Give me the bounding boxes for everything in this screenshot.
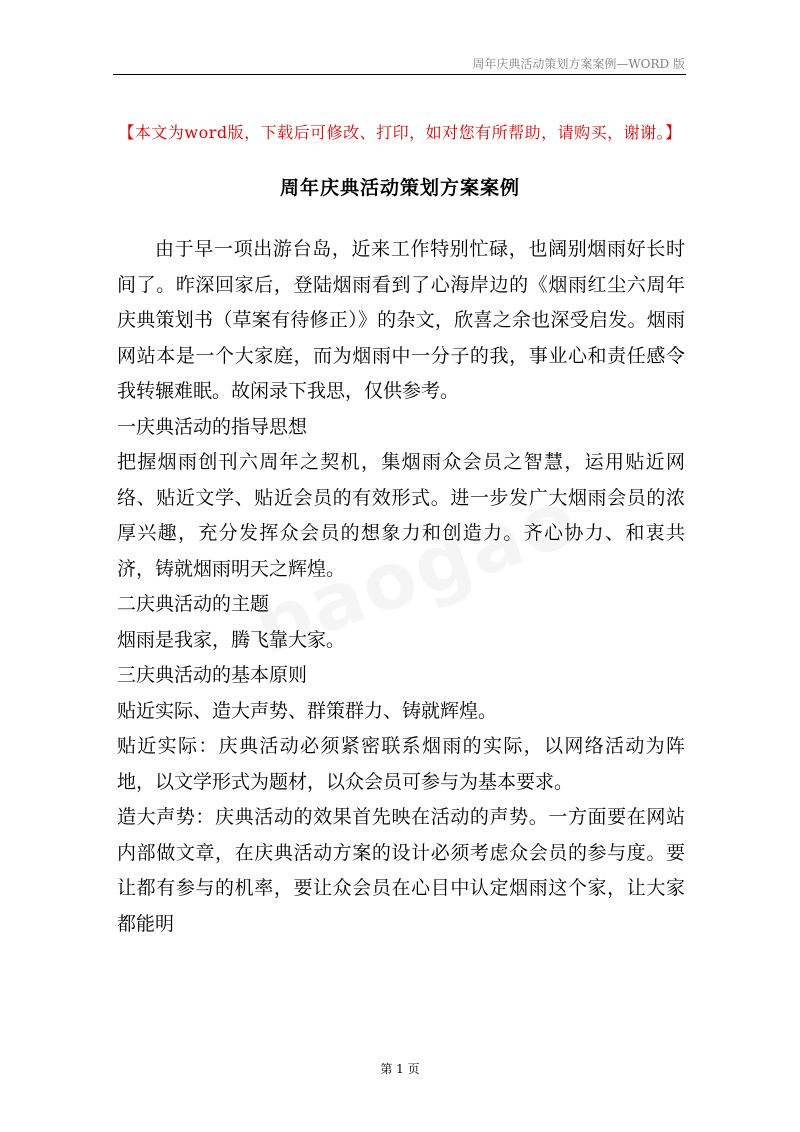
document-body — [117, 232, 685, 942]
section-heading-2: 二庆典活动的主题 — [117, 593, 270, 615]
page-number: 第 1 页 — [380, 1062, 420, 1076]
paragraph: 造大声势：庆典活动的效果首先映在活动的声势。一方面要在网站内部做文章，在庆典活动方案的设计必须考虑众会员的参与度。要让都有参与的机率，要让众会员在心目中认定烟雨这个家，让大家都能明 — [117, 806, 685, 935]
paragraph: 贴近实际：庆典活动必须紧密联系烟雨的实际，以网络活动为阵地，以文学形式为题材，以众会员可参与为基本要求。 — [117, 735, 685, 793]
paragraph: 贴近实际、造大声势、群策群力、铸就辉煌。 — [117, 699, 498, 722]
section-heading-3: 三庆典活动的基本原则 — [117, 664, 308, 686]
running-header: 周年庆典活动策划方案案例—WORD 版 — [472, 57, 685, 71]
paragraph: 烟雨是我家，腾飞靠大家。 — [117, 628, 346, 651]
document-title: 周年庆典活动策划方案案例 — [279, 177, 520, 199]
download-notice: 【本文为word版，下载后可修改、打印，如对您有所帮助，请购买，谢谢。】 — [118, 123, 682, 142]
section-heading-1: 一庆典活动的指导思想 — [117, 415, 308, 438]
header-divider — [113, 74, 686, 75]
paragraph: 把握烟雨创刊六周年之契机，集烟雨众会员之智慧，运用贴近网络、贴近文学、贴近会员的有效形式。进一步发广大烟雨会员的浓厚兴趣，充分发挥众会员的想象力和创造力。齐心协力、和衷共济，铸就烟雨明天之辉煌。 — [117, 451, 685, 580]
intro-paragraph: 由于早一项出游台岛，近来工作特别忙碌，也阔别烟雨好长时间了。昨深回家后，登陆烟雨看到了心海岸边的《烟雨红尘六周年庆典策划书（草案有待修正）》的杂文，欣喜之余也深受启发。烟雨网站本是一个大家庭，而为烟雨中一分子的我，事业心和责任感令我转辗难眠。故闲录下我思，仅供参考。 — [117, 238, 685, 402]
